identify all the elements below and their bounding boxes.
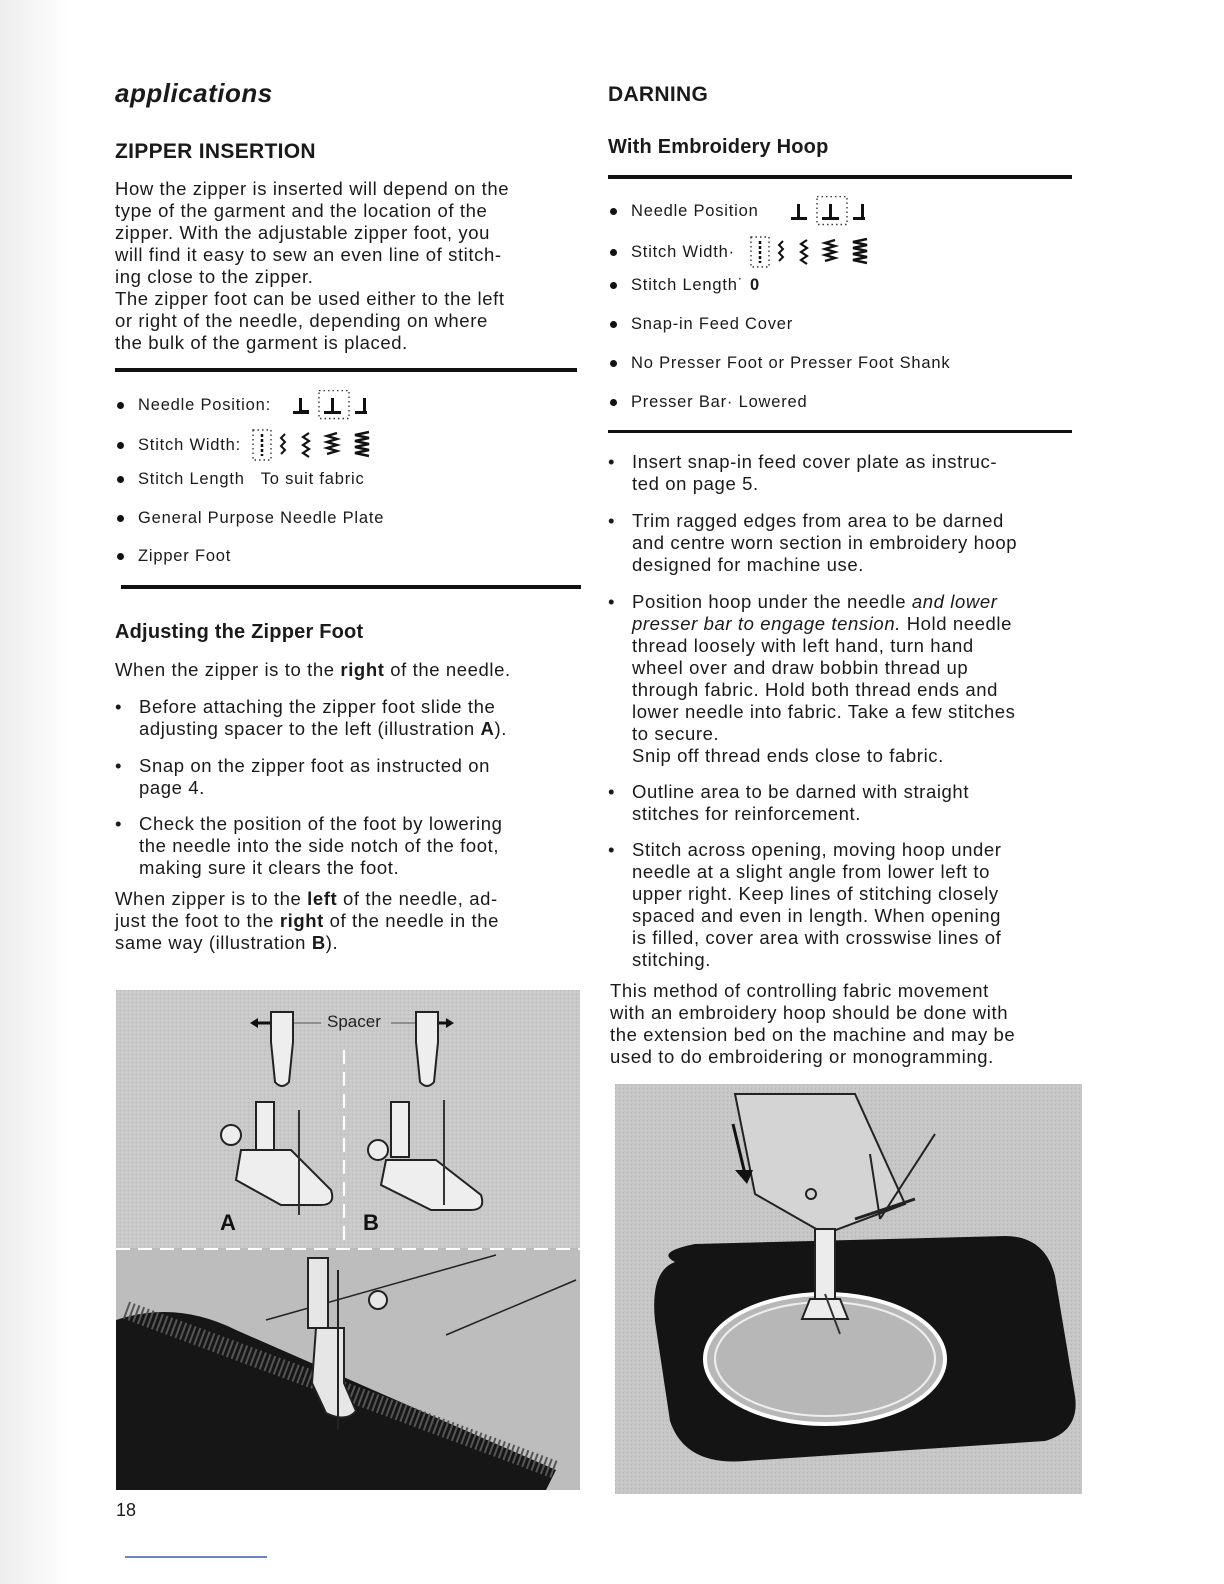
illustration-label-a: A [220,1210,236,1235]
adjusting-zipper-foot-heading: Adjusting the Zipper Foot [115,621,364,643]
left-side-note: When zipper is to the left of the needle, ad- just the foot to the right of the needle in the same way (illustration B). [115,888,500,953]
intro-line: How the zipper is inserted will depend on the [115,178,510,199]
section-title: applications [115,78,273,108]
bullet-icon [610,399,617,406]
needle-position-icon [291,390,381,420]
stitch-width-icon [251,428,401,462]
intro-line: The zipper foot can be used either to the left [115,288,505,309]
darning-heading: DARNING [608,83,709,106]
spec-feed-cover: Snap-in Feed Cover [608,315,793,334]
zipper-foot-illustration [116,990,580,1490]
embroidery-hoop-illustration [615,1084,1082,1494]
bullet-icon: • [608,510,616,531]
intro-line: ing close to the zipper. [115,266,314,287]
bullet-icon [610,360,617,367]
intro-line: type of the garment and the location of the [115,200,488,221]
bullet-icon [610,208,617,215]
bullet-icon [610,282,617,289]
spec-stitch-width: Stitch Width· [608,235,899,269]
darning-step: • Outline area to be darned with straight stitches for reinforcement. [608,781,970,824]
darning-step: • Stitch across opening, moving hoop under needle at a slight angle from lower left to upper right. Keep lines of stitching closely spaced and even in length. When opening is filled, cover area with crosswise lines of stitching. [608,839,1002,970]
bullet-icon [610,321,617,328]
bullet-icon [117,515,124,522]
footer-rule [125,1556,267,1558]
bullet-icon: • [608,591,616,612]
zipper-intro [115,178,581,354]
bullet-icon [117,476,124,483]
zipper-step: • Before attaching the zipper foot slide the adjusting spacer to the left (illustration A). [115,696,507,739]
divider [121,585,581,589]
spec-presser-foot: No Presser Foot or Presser Foot Shank [608,354,950,373]
right-side-intro: When the zipper is to the right of the needle. [115,659,511,680]
needle-position-icon [789,196,879,226]
bullet-icon: • [115,696,123,717]
divider [608,175,1072,179]
spec-presser-bar: Presser Bar· Lowered [608,393,807,412]
bullet-icon [117,442,124,449]
embroidery-hoop-heading: With Embroidery Hoop [608,136,829,158]
spec-needle-position: Needle Position [608,196,879,226]
divider [115,368,577,372]
darning-step: • Insert snap-in feed cover plate as instruc- ted on page 5. [608,451,998,494]
bullet-icon [117,402,124,409]
spec-presser-foot: Zipper Foot [115,547,231,566]
page-number: 18 [116,1500,137,1520]
bullet-icon: • [608,781,616,802]
divider [608,430,1072,433]
spacer-label: Spacer [327,1012,381,1031]
bullet-icon [117,553,124,560]
zipper-insertion-heading: ZIPPER INSERTION [115,140,316,163]
spec-stitch-length: Stitch Length˙ 0 [608,276,760,295]
closing-paragraph: This method of controlling fabric movement with an embroidery hoop should be done with the extension bed on the machine and may be used to do embroidering or monogramming. [610,980,1016,1067]
intro-line: will find it easy to sew an even line of stitch- [115,244,502,265]
bullet-icon: • [115,755,123,776]
spec-needle-plate: General Purpose Needle Plate [115,509,384,528]
intro-line: or right of the needle, depending on where [115,310,488,331]
darning-step: • Position hoop under the needle and lower presser bar to engage tension. Hold needle thread loosely with left hand, turn hand wheel over and draw bobbin thread up through fabric. Hold both thread ends and lower needle into fabric. Take a few stitches to secure. Snip off thread ends close to fabric. [608,591,1016,766]
intro-line: the bulk of the garment is placed. [115,332,408,353]
spec-needle-position: Needle Position: [115,390,381,420]
bullet-icon: • [608,451,616,472]
bullet-icon: • [115,813,123,834]
illustration-label-b: B [363,1210,379,1235]
bullet-icon [610,249,617,256]
page-edge-shadow [0,0,70,1584]
zipper-step: • Check the position of the foot by lowering the needle into the side notch of the foot, making sure it clears the foot. [115,813,503,878]
intro-line: zipper. With the adjustable zipper foot, you [115,222,491,243]
spec-stitch-width: Stitch Width: [115,428,401,462]
stitch-width-icon [749,235,899,269]
spec-stitch-length: Stitch Length To suit fabric [115,470,365,489]
darning-step: • Trim ragged edges from area to be darned and centre worn section in embroidery hoop designed for machine use. [608,510,1018,575]
zipper-step: • Snap on the zipper foot as instructed on page 4. [115,755,491,798]
bullet-icon: • [608,839,616,860]
